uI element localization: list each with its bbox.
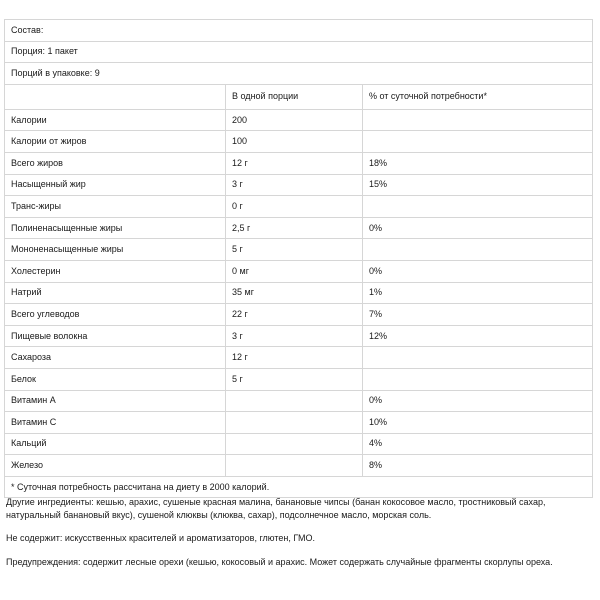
nutrient-amount: 12 г	[226, 347, 363, 369]
row-spacer-cell	[473, 217, 593, 239]
header-daily-value: % от суточной потребности*	[363, 84, 593, 109]
row-spacer-cell	[473, 455, 593, 477]
nutrient-row	[5, 282, 593, 304]
nutrient-amount	[226, 412, 363, 434]
nutrient-row	[5, 152, 593, 174]
nutrient-daily-value	[363, 347, 474, 369]
composition-row	[5, 20, 593, 42]
row-spacer-cell	[473, 368, 593, 390]
nutrient-daily-value: 8%	[363, 455, 474, 477]
footnote: * Суточная потребность рассчитана на диету в 2000 калорий.	[5, 476, 593, 498]
row-spacer-cell	[473, 196, 593, 218]
nutrient-row	[5, 390, 593, 412]
row-spacer-cell	[473, 239, 593, 261]
nutrient-row	[5, 455, 593, 477]
row-spacer-cell	[473, 131, 593, 153]
nutrient-row	[5, 260, 593, 282]
nutrient-amount: 3 г	[226, 174, 363, 196]
row-spacer-cell	[473, 390, 593, 412]
nutrient-name: Калории от жиров	[5, 131, 226, 153]
footnote-row	[5, 476, 593, 498]
nutrient-row	[5, 347, 593, 369]
nutrient-daily-value: 7%	[363, 304, 474, 326]
servings-per-pack-row	[5, 63, 593, 85]
nutrient-daily-value: 18%	[363, 152, 474, 174]
row-spacer-cell	[473, 282, 593, 304]
row-spacer-cell	[473, 304, 593, 326]
nutrient-name: Калории	[5, 109, 226, 131]
nutrient-name: Всего углеводов	[5, 304, 226, 326]
table-header-row	[5, 84, 593, 109]
nutrient-daily-value: 0%	[363, 390, 474, 412]
row-spacer-cell	[473, 152, 593, 174]
nutrient-daily-value	[363, 368, 474, 390]
nutrient-amount: 0 мг	[226, 260, 363, 282]
nutrient-daily-value	[363, 239, 474, 261]
nutrition-table	[4, 19, 593, 498]
nutrient-daily-value: 0%	[363, 217, 474, 239]
row-spacer-cell	[473, 174, 593, 196]
nutrient-name: Натрий	[5, 282, 226, 304]
nutrient-amount: 2,5 г	[226, 217, 363, 239]
nutrient-amount: 5 г	[226, 368, 363, 390]
nutrient-name: Белок	[5, 368, 226, 390]
nutrient-row	[5, 217, 593, 239]
header-per-serving: В одной порции	[226, 84, 363, 109]
serving-row	[5, 41, 593, 63]
nutrient-daily-value	[363, 196, 474, 218]
nutrient-amount: 35 мг	[226, 282, 363, 304]
nutrient-daily-value: 0%	[363, 260, 474, 282]
other-ingredients: Другие ингредиенты: кешью, арахис, сушеные красная малина, банановые чипсы (банан кокосовое масло, тростниковый сахар, натуральный банановый вкус), сушеной клюквы (клюква, сахар), подсолнечное масло, морская соль.	[6, 497, 546, 520]
nutrient-amount: 5 г	[226, 239, 363, 261]
composition-label: Состав:	[5, 20, 593, 42]
row-spacer-cell	[473, 347, 593, 369]
nutrient-name: Полиненасыщенные жиры	[5, 217, 226, 239]
row-spacer-cell	[473, 412, 593, 434]
nutrient-amount	[226, 433, 363, 455]
nutrient-name: Насыщенный жир	[5, 174, 226, 196]
servings-per-pack: Порций в упаковке: 9	[5, 63, 593, 85]
row-spacer-cell	[473, 325, 593, 347]
nutrient-name: Холестерин	[5, 260, 226, 282]
nutrient-daily-value: 15%	[363, 174, 474, 196]
nutrient-name: Сахароза	[5, 347, 226, 369]
row-spacer-cell	[473, 109, 593, 131]
nutrient-row	[5, 131, 593, 153]
free-from: Не содержит: искусственных красителей и ароматизаторов, глютен, ГМО.	[6, 533, 316, 543]
nutrient-name: Железо	[5, 455, 226, 477]
nutrient-daily-value: 12%	[363, 325, 474, 347]
nutrient-daily-value	[363, 109, 474, 131]
nutrient-row	[5, 109, 593, 131]
row-spacer-cell	[473, 433, 593, 455]
nutrient-daily-value: 1%	[363, 282, 474, 304]
nutrient-row	[5, 174, 593, 196]
nutrient-row	[5, 304, 593, 326]
nutrient-daily-value: 4%	[363, 433, 474, 455]
header-empty-cell	[5, 84, 226, 109]
nutrient-amount: 0 г	[226, 196, 363, 218]
nutrient-amount: 12 г	[226, 152, 363, 174]
nutrient-amount	[226, 455, 363, 477]
nutrient-row	[5, 412, 593, 434]
row-spacer-cell	[473, 260, 593, 282]
nutrient-row	[5, 196, 593, 218]
nutrient-daily-value	[363, 131, 474, 153]
serving-size: Порция: 1 пакет	[5, 41, 593, 63]
nutrient-row	[5, 239, 593, 261]
nutrient-amount: 200	[226, 109, 363, 131]
nutrient-row	[5, 325, 593, 347]
nutrient-row	[5, 368, 593, 390]
nutrient-amount: 22 г	[226, 304, 363, 326]
nutrient-name: Всего жиров	[5, 152, 226, 174]
nutrient-amount: 3 г	[226, 325, 363, 347]
nutrient-daily-value: 10%	[363, 412, 474, 434]
nutrient-amount: 100	[226, 131, 363, 153]
nutrient-name: Мононенасыщенные жиры	[5, 239, 226, 261]
nutrient-name: Пищевые волокна	[5, 325, 226, 347]
nutrient-name: Транс-жиры	[5, 196, 226, 218]
nutrient-name: Кальций	[5, 433, 226, 455]
nutrient-name: Витамин А	[5, 390, 226, 412]
nutrient-name: Витамин С	[5, 412, 226, 434]
nutrient-row	[5, 433, 593, 455]
nutrient-amount	[226, 390, 363, 412]
warnings: Предупреждения: содержит лесные орехи (кешью, кокосовый и арахис. Может содержать случайные фрагменты скорлупы ореха.	[6, 557, 553, 567]
